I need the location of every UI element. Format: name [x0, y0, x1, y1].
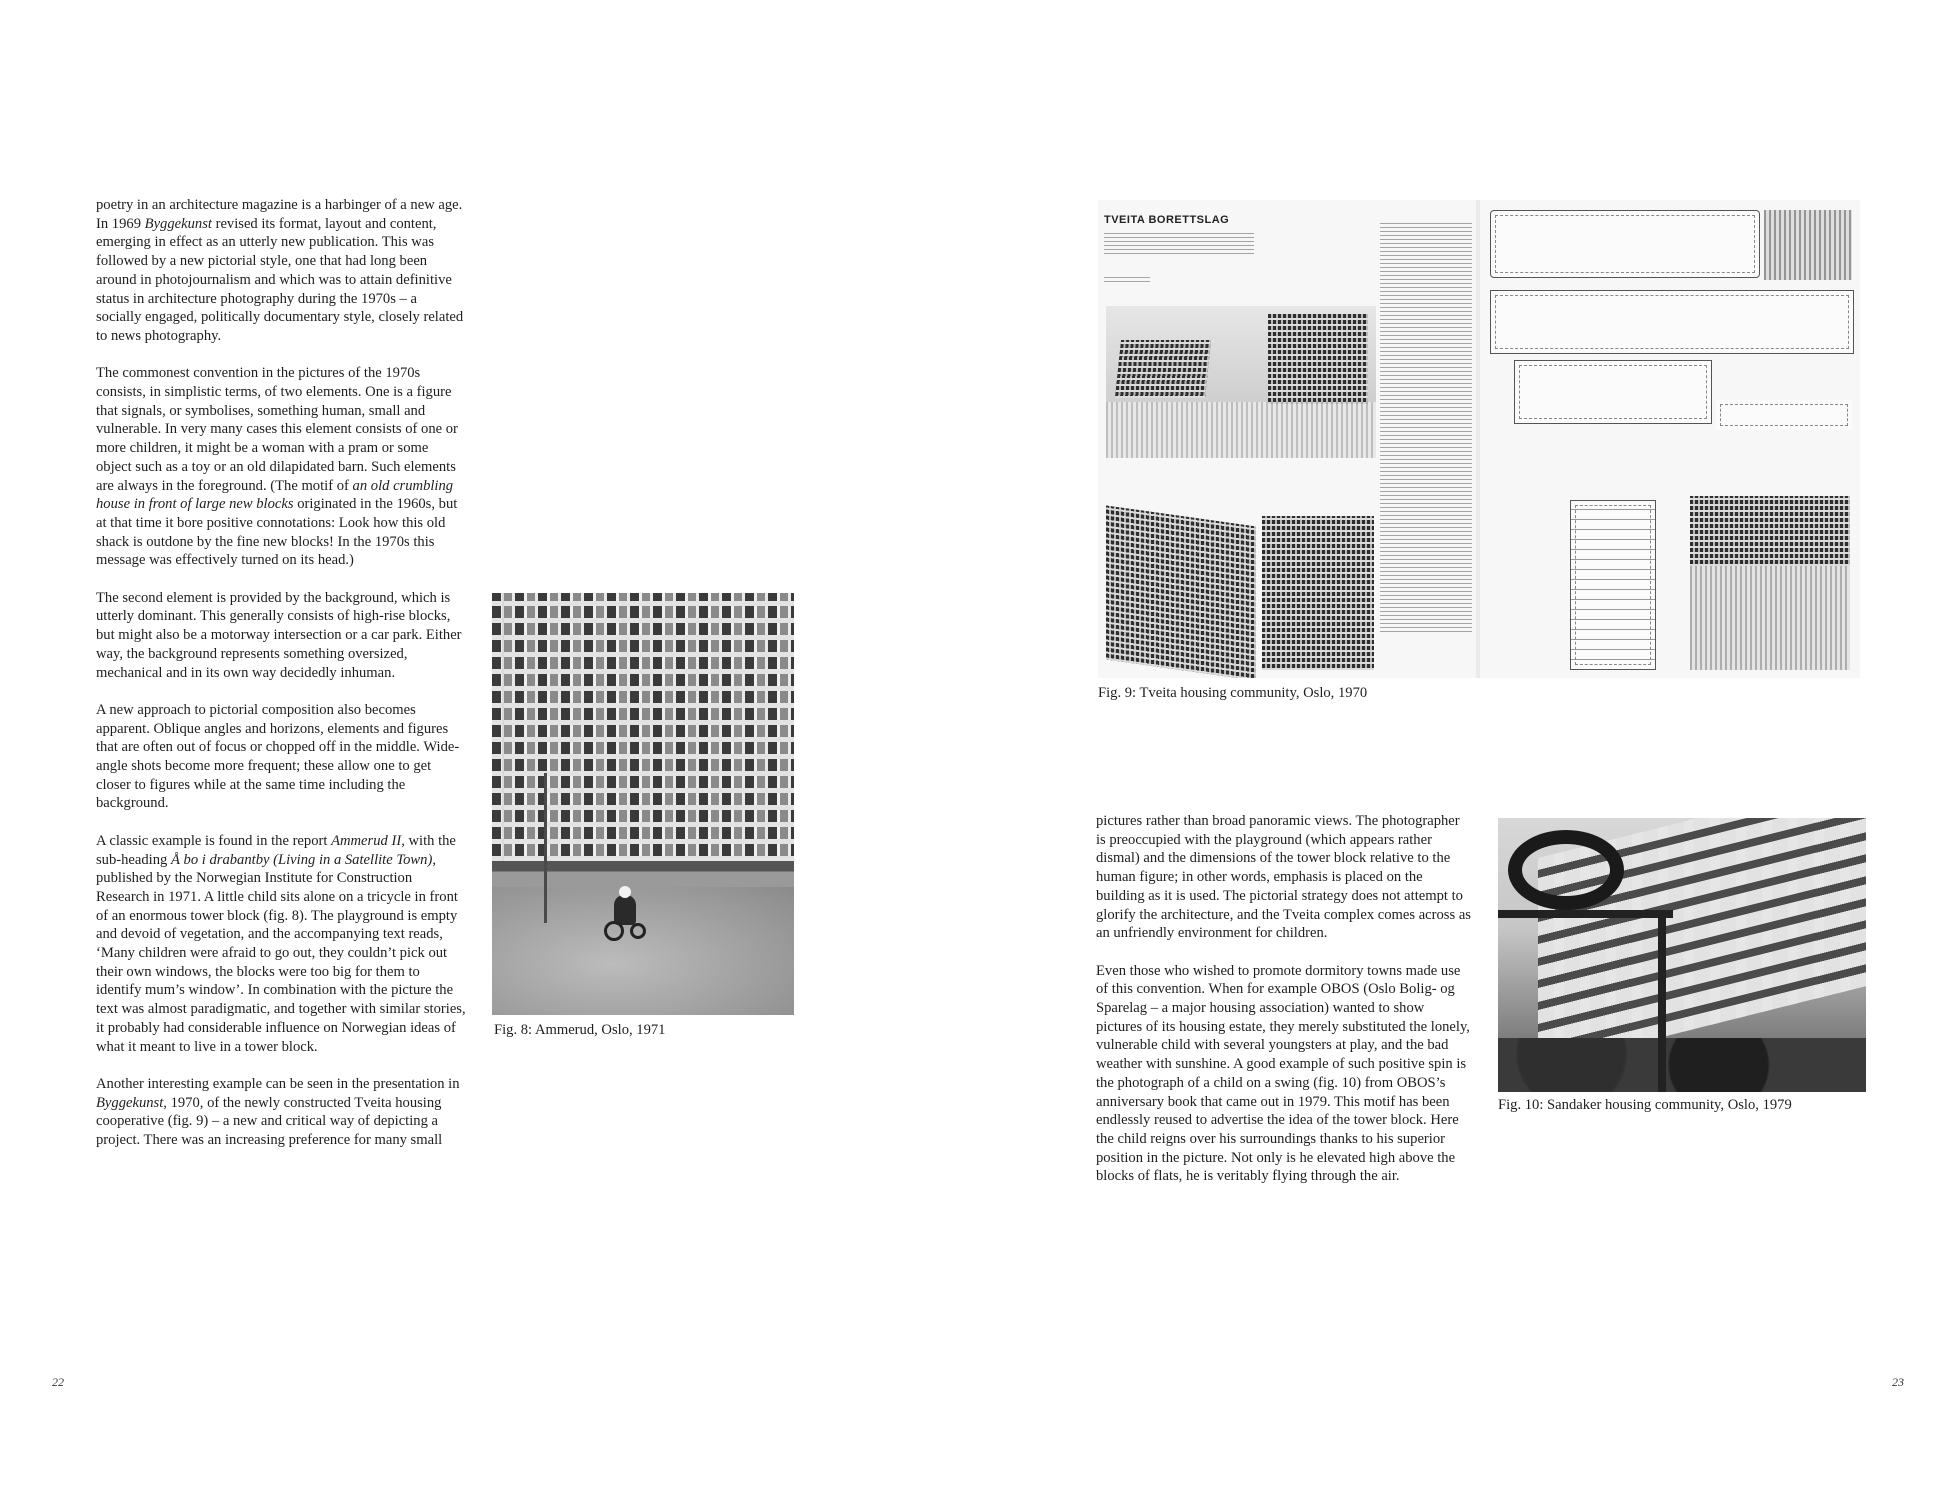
left-body-text [96, 196, 466, 1150]
tricycle-wheel [604, 921, 624, 941]
fig8-caption: Fig. 8: Ammerud, Oslo, 1971 [494, 1022, 666, 1038]
fig10-caption: Fig. 10: Sandaker housing community, Oslo, 1979 [1498, 1097, 1792, 1113]
section-drawing [1570, 500, 1656, 670]
article-text-column [1380, 222, 1472, 632]
tower-block-facade [492, 593, 794, 861]
child-head [619, 886, 631, 898]
page-number-left: 22 [52, 1375, 64, 1389]
tire-swing [1508, 830, 1624, 910]
tricycle-wheel [630, 923, 646, 939]
photo-landscape [1764, 210, 1852, 280]
paragraph: The commonest convention in the pictures of the 1970s consists, in simplistic terms, of two elements. One is a figure that signals, or symbolises, something human, small and vulnerable. In very many cases this element consists of one or more children, it might be a woman with a pram or some object such as a toy or an old dilapidated barn. Such elements are always in the foreground. (The motif of an old crumbling house in front of large new blocks originated in the 1960s, but at that time it bore positive connotations: Look how this old shack is outdone by the fine new blocks! In the 1970s this message was effectively turned on its head.) [96, 365, 458, 569]
right-body-text [1096, 812, 1471, 1186]
swing-post [1658, 918, 1666, 1092]
credits-text [1104, 232, 1254, 254]
elevation-drawing [1490, 290, 1854, 354]
photo-tower-block [1690, 496, 1850, 566]
byline-text [1104, 276, 1150, 282]
paragraph: A new approach to pictorial composition also becomes apparent. Oblique angles and horizons, elements and figures that are often out of focus or chopped off in the middle. Wide-angle shots become more frequent; these allow one to get closer to figures while at the same time including the background. [96, 701, 460, 812]
magazine-right-page [1480, 200, 1860, 678]
photo-tower-block [1115, 340, 1211, 398]
paragraph: pictures rather than broad panoramic views. The photographer is preoccupied with the playground (which appears rather dismal) and the dimensions of the tower block relative to the human figure; in other words, emphasis is placed on the building as it is used. The pictorial strategy does not attempt to glorify the architecture, and the Tveita complex comes across as an unfriendly environment for children. [1096, 813, 1471, 942]
photo-tower-facade [1262, 516, 1374, 670]
fig9-magazine-spread [1098, 200, 1860, 678]
photo-ground [1106, 402, 1376, 458]
paragraph: Even those who wished to promote dormitory towns made use of this convention. When for example OBOS (Oslo Bolig- og Sparelag – a major housing association) wanted to show pictures of its housing estate, they merely substituted the lonely, vulnerable child with several youngsters at play, and the bad weather with sunshine. A good example of such positive spin is the photograph of a child on a swing (fig. 10) from OBOS’s anniversary book that came out in 1979. This motif has been endlessly reused to advertise the idea of the tower block. Here the child reigns over his surroundings thanks to his superior position in the picture. Not only is he elevated high above the blocks of flats, he is veritably flying through the air. [1096, 962, 1470, 1185]
photo-children-playing [1690, 566, 1850, 670]
building-base [492, 861, 794, 887]
paragraph: poetry in an architecture magazine is a harbinger of a new age. In 1969 Byggekunst revised its format, layout and content, emerging in effect as an utterly new publication. This was followed by a new pictorial style, one that had long been around in photojournalism and which was to attain definitive status in architecture photography during the 1970s – a socially engaged, politically documentary style, closely related to news photography. [96, 197, 464, 344]
fig8-photo-ammerud [492, 593, 794, 1015]
site-plan [1490, 210, 1760, 278]
magazine-left-page [1098, 200, 1476, 678]
photo-tower-block [1268, 314, 1368, 404]
paragraph: A classic example is found in the report Ammerud II, with the sub-heading Å bo i drabantby (Living in a Satellite Town), published by the Norwegian Institute for Construction Research in 1971. A little child sits alone on a tricycle in front of an enormous tower block (fig. 8). The playground is empty and devoid of vegetation, and the accompanying text reads, ‘Many children were afraid to go out, they couldn’t pick out their own windows, the blocks were too big for them to identify mum’s window’. In combination with the picture the text was almost paradigmatic, and together with similar stories, it probably had considerable influence on Norwegian ideas of what it meant to live in a tower block. [96, 832, 466, 1055]
swing-beam [1498, 910, 1673, 918]
lamp-pole [544, 773, 547, 923]
unit-plans [1716, 400, 1852, 430]
photo-balconies [1106, 505, 1256, 678]
fig10-photo-sandaker [1498, 818, 1866, 1092]
fig9-caption: Fig. 9: Tveita housing community, Oslo, 1970 [1098, 685, 1368, 701]
paragraph: Another interesting example can be seen in the presentation in Byggekunst, 1970, of the newly constructed Tveita housing cooperative (fig. 9) – a new and critical way of depicting a project. There was an increasing preference for many small [96, 1075, 460, 1149]
magazine-title: TVEITA BORETTSLAG [1104, 214, 1230, 226]
child-on-tricycle [614, 895, 636, 925]
playground-ground [492, 887, 794, 1015]
page-number-right: 23 [1892, 1375, 1904, 1389]
paragraph: The second element is provided by the background, which is utterly dominant. This generally consists of high-rise blocks, but might also be a motorway intersection or a car park. Either way, the background represents something oversized, mechanical and in its own way decidedly inhuman. [96, 589, 462, 681]
floor-plan [1514, 360, 1712, 424]
bushes [1498, 1038, 1866, 1092]
